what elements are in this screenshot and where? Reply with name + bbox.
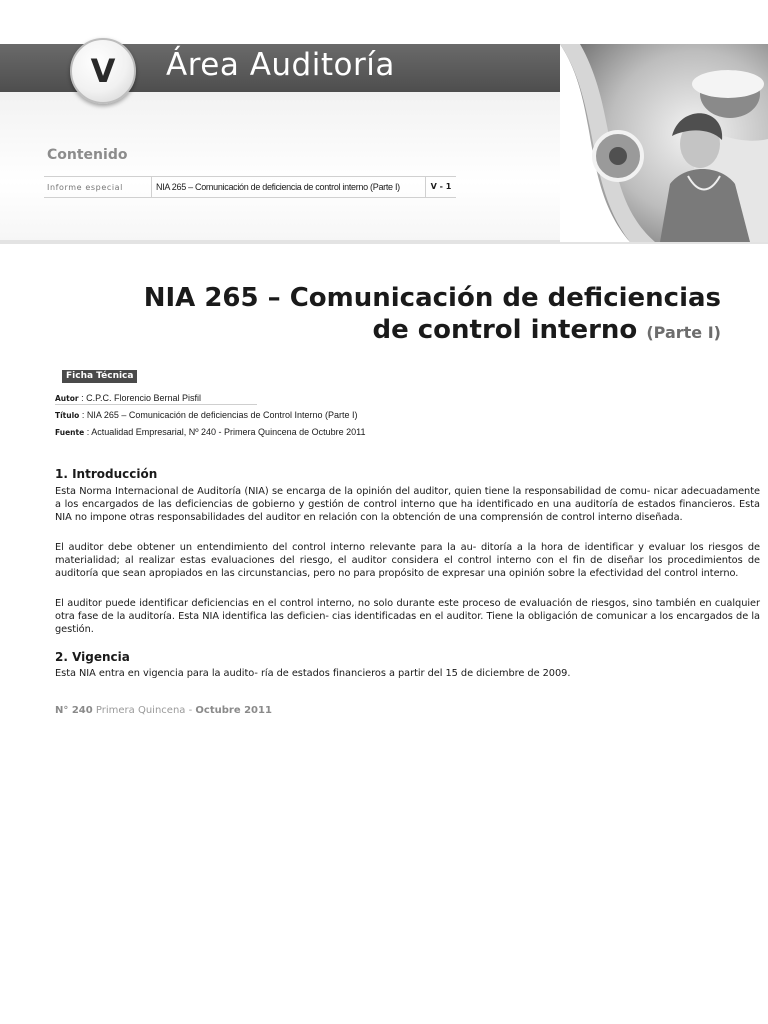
paragraph: Esta Norma Internacional de Auditoría (NIA) se encarga de la opinión del auditor, quien tiene la responsabilidad de comu- nicar adecuadamente a los encargados de las deficiencias de gobierno y gestión de control interno que ha identificado en una auditoría de estados financieros. Esta NIA no impone otras responsabilidades del auditor en relación con la obtención de una comprensión de control interno diseñada. bbox=[55, 486, 760, 523]
issue-period: Primera Quincena - bbox=[95, 705, 193, 716]
section-heading-vigencia: 2. Vigencia bbox=[55, 650, 130, 664]
paragraph: El auditor puede identificar deficiencias en el control interno, no solo durante este proceso de evaluación de riesgos, sino también en cualquier otra fase de la auditoría. Esta NIA identifica las deficien- cias identificadas en el auditor. Tiene la obligación de comunicar a los encargados de la gestión. bbox=[55, 598, 760, 635]
contents-row[interactable] bbox=[44, 176, 456, 198]
contents-page-number: V - 1 bbox=[425, 177, 456, 197]
contents-section-label: Informe especial bbox=[47, 182, 123, 192]
ficha-author-key: Autor bbox=[55, 394, 79, 403]
ficha-source-key: Fuente bbox=[55, 428, 85, 437]
article-title-line2: de control interno bbox=[372, 315, 638, 345]
issue-date: Octubre 2011 bbox=[195, 705, 272, 716]
article-title-line2-wrap bbox=[101, 314, 721, 349]
section-letter: V bbox=[90, 52, 116, 90]
ficha-title bbox=[55, 409, 358, 422]
ficha-source-value: : Actualidad Empresarial, Nº 240 - Primera Quincena de Octubre 2011 bbox=[86, 427, 366, 437]
ficha-tecnica-label: Ficha Técnica bbox=[62, 370, 137, 383]
paragraph: El auditor debe obtener un entendimiento del control interno relevante para la au- ditoría a la hora de identificar y evaluar los riesgos de materialidad; al realizar estas evaluaciones del riesgo, el auditor considera el control interno con el fin de diseñar los procedimientos de auditoría que sean apropiados en las circunstancias, pero no para propósito de expresar una opinión sobre la efectividad del control interno. bbox=[55, 542, 760, 579]
ficha-divider bbox=[55, 404, 257, 405]
article-title-part: (Parte I) bbox=[646, 323, 721, 342]
area-title: Área Auditoría bbox=[166, 47, 395, 83]
section-badge bbox=[70, 38, 136, 104]
ficha-title-key: Título bbox=[55, 411, 80, 420]
article-title bbox=[101, 282, 721, 349]
ficha-author-value: : C.P.C. Florencio Bernal Pisfil bbox=[81, 393, 201, 403]
issue-footer bbox=[55, 705, 272, 716]
ficha-title-value: : NIA 265 – Comunicación de deficiencias de Control Interno (Parte I) bbox=[81, 410, 358, 420]
article-title-line1: NIA 265 – Comunicación de deficiencias bbox=[143, 283, 721, 313]
paragraph: Esta NIA entra en vigencia para la audito- ría de estados financieros a partir del 15 de diciembre de 2009. bbox=[55, 668, 571, 679]
section-heading-introduccion: 1. Introducción bbox=[55, 467, 158, 481]
contents-heading: Contenido bbox=[47, 147, 128, 163]
issue-number: N° 240 bbox=[55, 705, 93, 716]
ficha-source bbox=[55, 426, 365, 439]
contents-article-title[interactable]: NIA 265 – Comunicación de deficiencia de control interno (Parte I) bbox=[151, 177, 425, 197]
header-photo bbox=[560, 44, 768, 242]
